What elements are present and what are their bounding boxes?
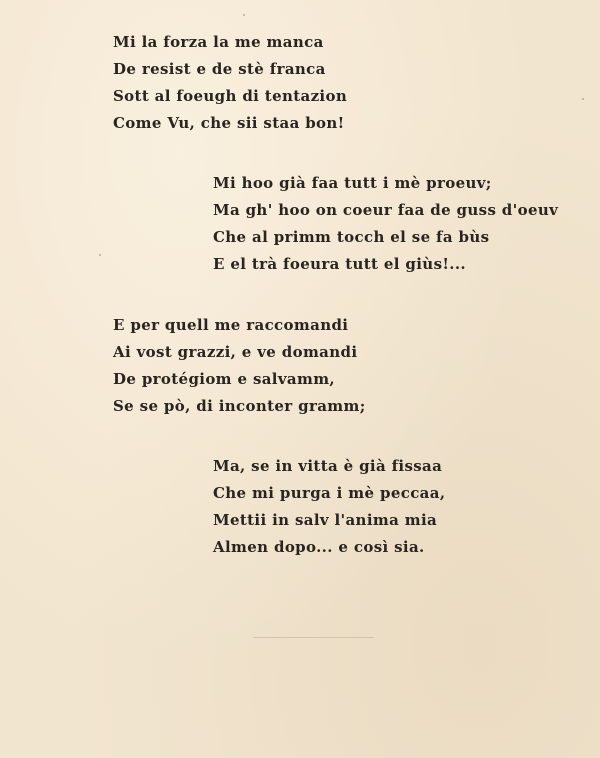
verse-line: Ma, se in vitta è già fissaa bbox=[213, 457, 443, 475]
stanza-1 bbox=[113, 29, 347, 137]
verse-line: Almen dopo... e così sia. bbox=[213, 538, 425, 556]
verse-line: Come Vu, che sii staa bon! bbox=[113, 114, 345, 132]
verse-line: E per quell me raccomandi bbox=[113, 316, 349, 334]
stanza-4 bbox=[213, 453, 445, 561]
verse-line: Ai vost grazzi, e ve domandi bbox=[113, 343, 358, 361]
verse-line: E el trà foeura tutt el giùs!... bbox=[213, 255, 467, 273]
verse-line: Ma gh' hoo on coeur faa de guss d'oeuv bbox=[213, 201, 559, 219]
verse-line: Che mi purga i mè peccaa, bbox=[213, 484, 446, 502]
verse-line: De resist e de stè franca bbox=[113, 60, 326, 78]
end-rule bbox=[253, 637, 374, 638]
verse-line: Mi la forza la me manca bbox=[113, 33, 324, 51]
stanza-3 bbox=[113, 312, 366, 420]
verse-line: Se se pò, di inconter gramm; bbox=[113, 397, 366, 415]
verse-line: Mettii in salv l'anima mia bbox=[213, 511, 438, 529]
paper-speck bbox=[243, 14, 245, 16]
stanza-2 bbox=[213, 170, 558, 278]
paper-speck bbox=[99, 254, 101, 256]
verse-line: De protégiom e salvamm, bbox=[113, 370, 336, 388]
verse-line: Mi hoo già faa tutt i mè proeuv; bbox=[213, 174, 492, 192]
verse-line: Che al primm tocch el se fa bùs bbox=[213, 228, 490, 246]
verse-line: Sott al foeugh di tentazion bbox=[113, 87, 348, 105]
paper-speck bbox=[582, 98, 584, 100]
